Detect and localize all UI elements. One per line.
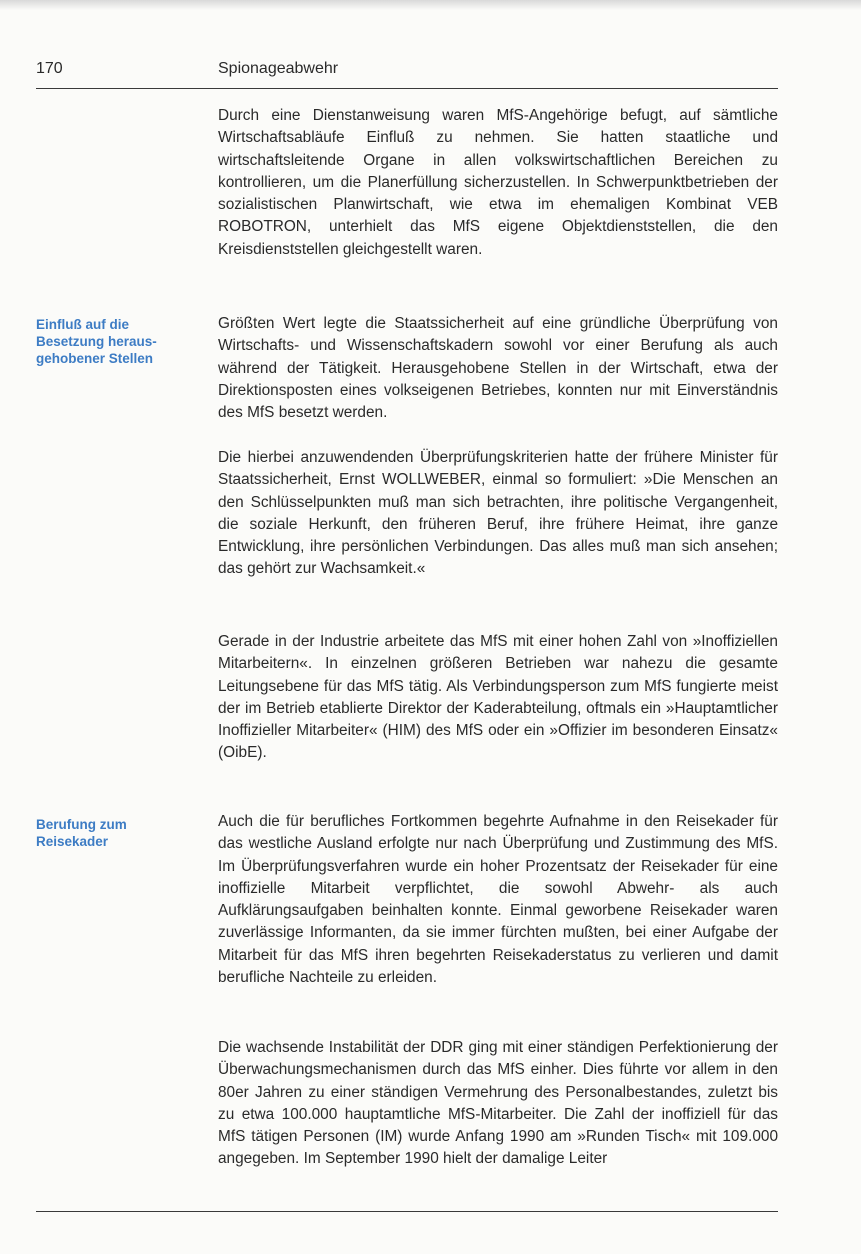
running-title: Spionageabwehr [218, 60, 339, 77]
paragraph-2: Größten Wert legte die Staatssicherheit auf eine gründliche Überprüfung von Wirtschafts- und Wissenschaftskadern sowohl vor einer Berufung als auch während der Tätigkeit. Herausgehobene Stellen in der Wirtschaft, etwa der Direktionsposten eines volkseigenen Betriebes, konnten nur mit Einverständnis des MfS besetzt werden. [218, 315, 778, 422]
page-number: 170 [36, 60, 63, 77]
margin-note-besetzung: Einfluß auf die Besetzung heraus-gehobener Stellen [36, 317, 157, 366]
paragraph-5: Auch die für berufliches Fortkommen begehrte Aufnahme in den Reisekader für das westliche Ausland erfolgte nur nach Überprüfung und Zustimmung des MfS. Im Überprüfungsverfahren wurde ein hoher Prozentsatz der Reisekader für eine inoffizielle Mitarbeit verpflichtet, die sowohl Abwehr- als auch Aufklärungsaufgaben beinhalten konnte. Einmal geworbene Reisekader waren zuverlässige Informanten, da sie immer fürchten mußten, bei einer Aufgabe der Mitarbeit für das MfS ihren begehrten Reisekaderstatus zu verlieren und damit berufliche Nachteile zu erleiden. [218, 813, 778, 987]
paragraph-1: Durch eine Dienstanweisung waren MfS-Angehörige befugt, auf sämtliche Wirtschaftsabläufe Einfluß zu nehmen. Sie hatten staatliche und wirtschaftsleitende Organe in allen volkswirtschaftlichen Bereichen zu kontrollieren, um die Planerfüllung sicherzustellen. In Schwerpunktbetrieben der sozialistischen Planwirtschaft, wie etwa im ehemaligen Kombinat VEB ROBOTRON, unterhielt das MfS eigene Objektdienststellen, die den Kreisdienststellen gleichgestellt waren. [218, 107, 778, 258]
page-header [36, 58, 778, 89]
scan-edge [0, 0, 861, 10]
bottom-rule [36, 1211, 778, 1212]
paragraph-6: Die wachsende Instabilität der DDR ging mit einer ständigen Perfektionierung der Überwachungsmechanismen durch das MfS einher. Dies führte vor allem in den 80er Jahren zu einer ständigen Vermehrung des Personalbestandes, zuletzt bis zu etwa 100.000 hauptamtliche MfS-Mitarbeiter. Die Zahl der inoffiziell für das MfS tätigen Personen (IM) wurde Anfang 1990 am »Runden Tisch« mit 109.000 angegeben. Im September 1990 hielt der damalige Leiter [218, 1039, 778, 1168]
paragraph-4: Gerade in der Industrie arbeitete das MfS mit einer hohen Zahl von »Inoffiziellen Mitarbeitern«. In einzelnen größeren Betrieben war nahezu die gesamte Leitungsebene für das MfS tätig. Als Verbindungsperson zum MfS fungierte meist der im Betrieb etablierte Direktor der Kaderabteilung, oftmals ein »Hauptamtlicher Inoffizieller Mitarbeiter« (HIM) des MfS oder ein »Offizier im besonderen Einsatz« (OibE). [218, 633, 778, 762]
margin-note-reisekader: Berufung zum Reisekader [36, 817, 127, 849]
paragraph-3: Die hierbei anzuwendenden Überprüfungskriterien hatte der frühere Minister für Staatssicherheit, Ernst WOLLWEBER, einmal so formuliert: »Die Menschen an den Schlüsselpunkten muß man sich betrachten, ihre politische Vergangenheit, die soziale Herkunft, den früheren Beruf, ihre frühere Heimat, ihre ganze Entwicklung, ihre persönlichen Verbindungen. Das alles muß man sich ansehen; das gehört zur Wachsamkeit.« [218, 449, 778, 578]
